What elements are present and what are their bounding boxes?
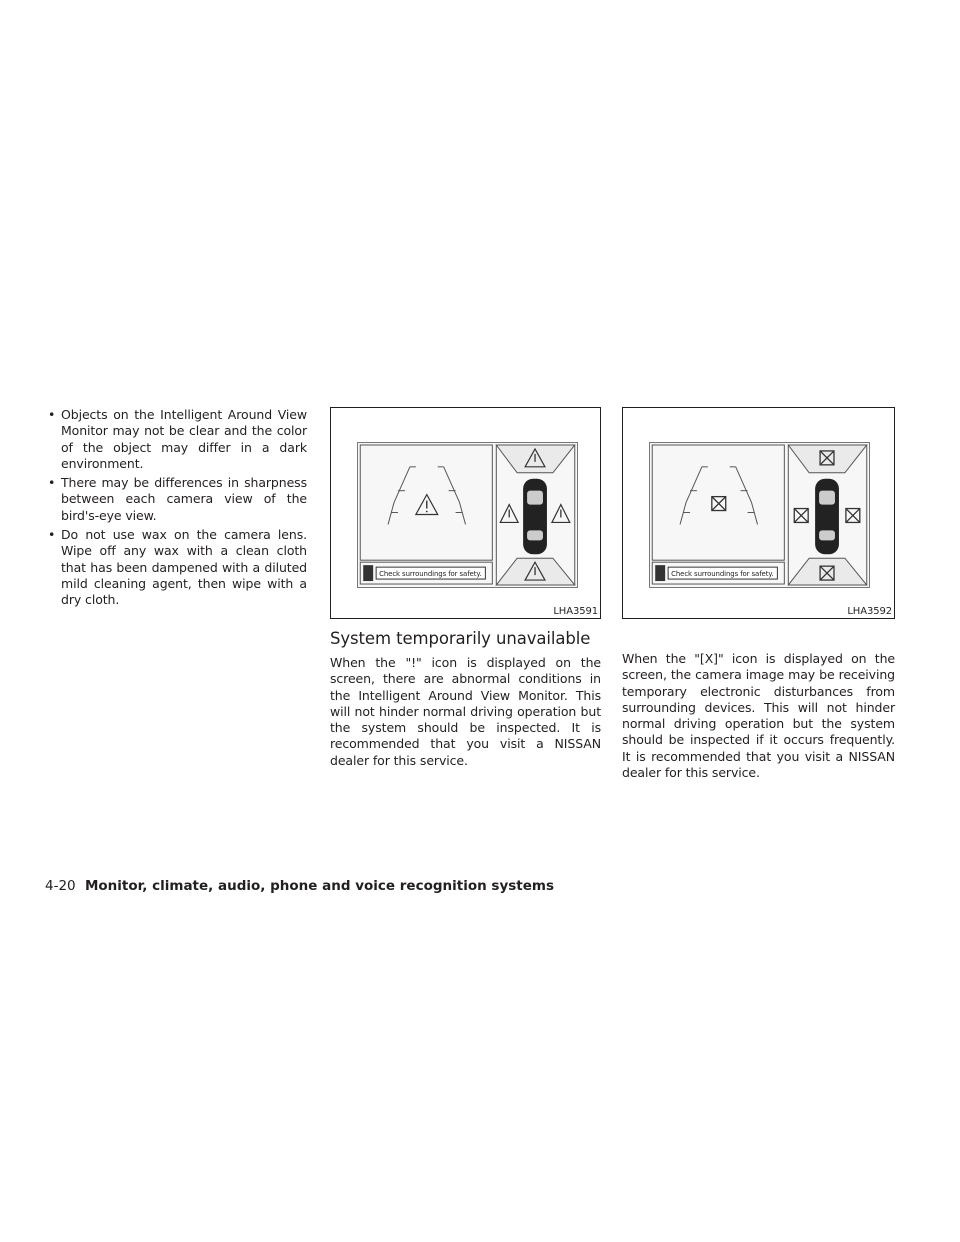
page-number: 4-20: [45, 878, 76, 894]
figure-id-label: LHA3591: [553, 606, 598, 617]
monitor-screen-illustration: [649, 442, 870, 588]
footer-section-title: Monitor, climate, audio, phone and voice recognition systems: [84, 878, 555, 894]
x-icon-screen-svg: [650, 443, 869, 587]
right-column: [622, 407, 895, 781]
bullet-list: [45, 407, 307, 609]
figure-warning-icons: [330, 407, 601, 619]
car-top-view-icon: [523, 479, 547, 554]
middle-column: [330, 407, 601, 769]
warning-screen-svg: [358, 443, 577, 587]
car-top-view-icon: [815, 479, 839, 554]
list-item: • Objects on the Intelligent Around View Monitor may not be clear and the color of the object may differ in a dark environment.: [45, 407, 307, 472]
page-footer: [45, 878, 554, 894]
list-item: • There may be differences in sharpness between each camera view of the bird's-eye view.: [45, 475, 307, 524]
section-heading: System temporarily unavailable: [330, 629, 591, 648]
list-item: • Do not use wax on the camera lens. Wipe off any wax with a clean cloth that has been dampened with a diluted mild cleaning agent, then wipe with a dry cloth.: [45, 527, 307, 608]
figure-id-label: LHA3592: [847, 606, 892, 617]
paragraph-x-icon: When the "[X]" icon is displayed on the screen, the camera image may be receiving temporary electronic disturbances from surrounding devices. This will not hinder normal driving operation but the system should be inspected if it occurs frequently. It is recommended that you visit a NISSAN dealer for this service.: [622, 651, 895, 781]
figure-x-icons: [622, 407, 895, 619]
svg-text:Check surroundings for safety.: Check surroundings for safety.: [379, 570, 482, 579]
paragraph-exclamation-icon: When the "!" icon is displayed on the screen, there are abnormal conditions in the Intelligent Around View Monitor. This will not hinder normal driving operation but the system should be inspected. It is recommended that you visit a NISSAN dealer for this service.: [330, 655, 601, 768]
svg-text:Check surroundings for safety.: Check surroundings for safety.: [671, 570, 774, 579]
monitor-screen-illustration: [357, 442, 578, 588]
bullet-column: [45, 407, 307, 612]
